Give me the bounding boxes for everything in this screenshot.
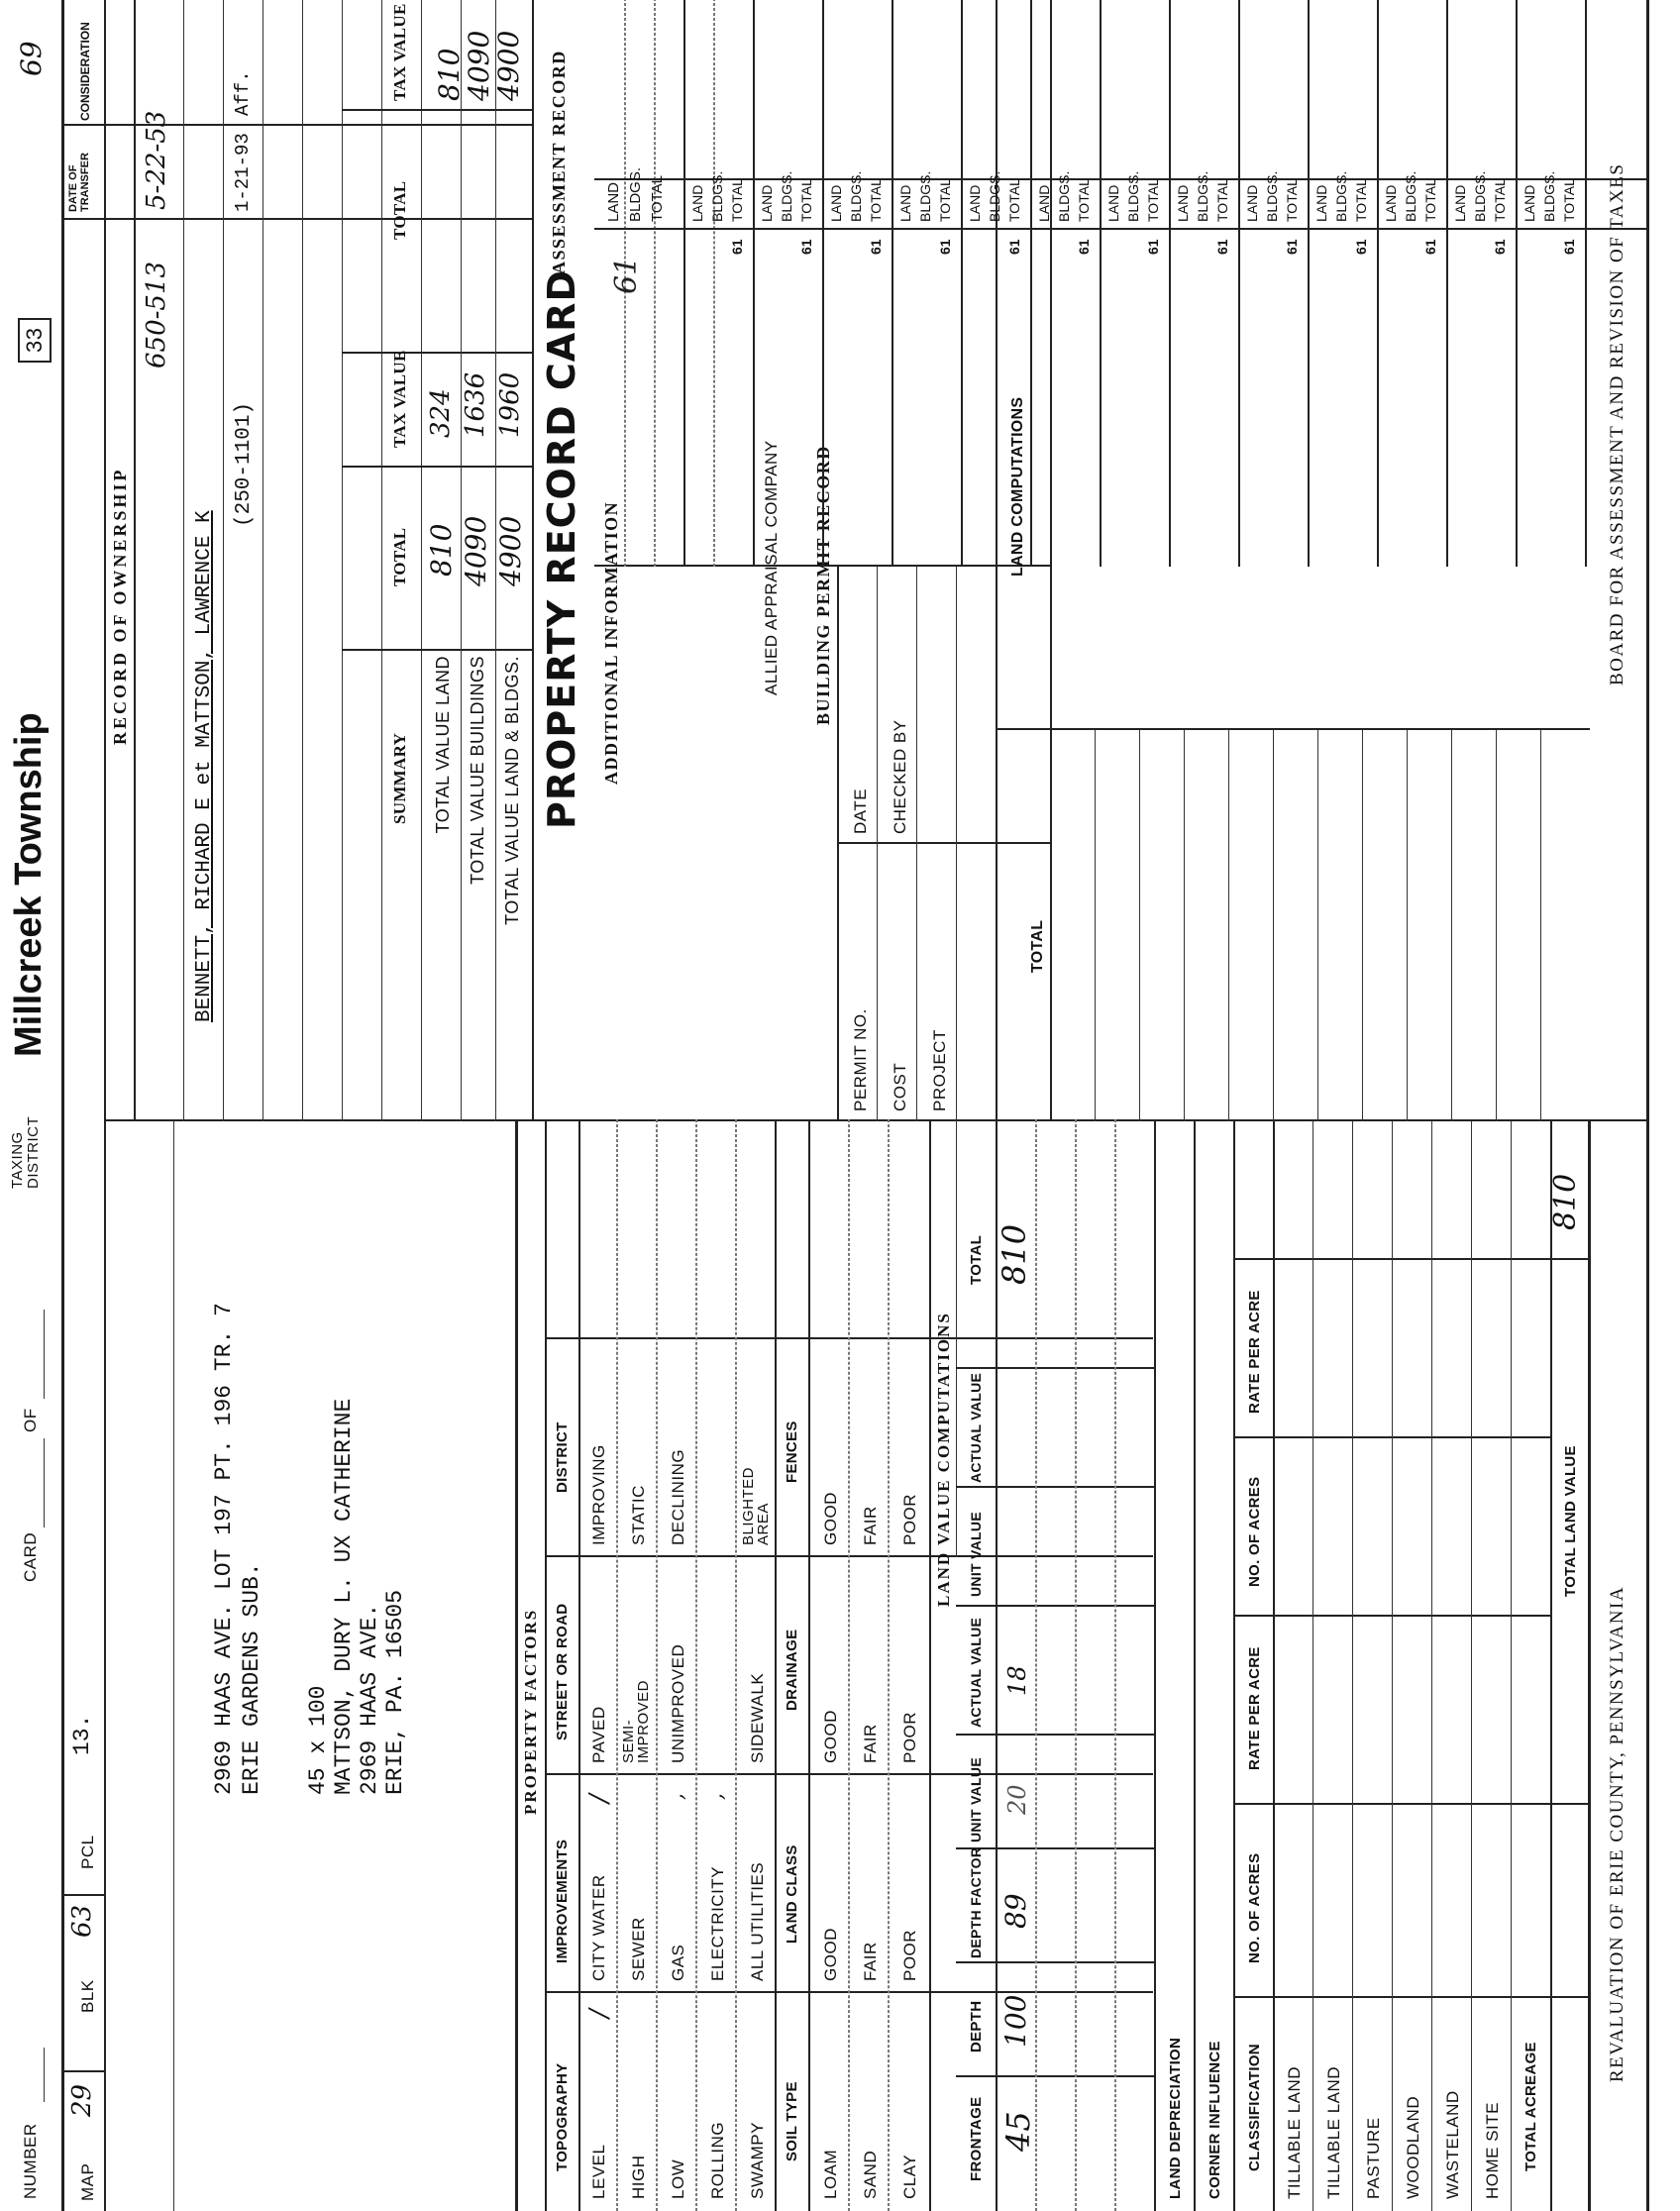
consideration-header: CONSIDERATION: [78, 22, 92, 121]
imp-all-utilities: ALL UTILITIES: [748, 1861, 767, 1981]
assess-block-rule-9: [1238, 0, 1240, 567]
summary-total-header: TOTAL: [390, 527, 409, 586]
lvc-header-depth-factor: DEPTH FACTOR: [968, 1846, 984, 1958]
ownership-entry-3-owner: (250-1101): [233, 401, 256, 527]
computations-row-8: [1407, 730, 1408, 1121]
summary-land-label: TOTAL VALUE LAND: [433, 656, 453, 834]
permit-no-label: PERMIT NO.: [851, 1008, 870, 1111]
of-label: OF: [21, 1408, 40, 1432]
assess-11-bldgs: BLDGS.: [1333, 170, 1349, 222]
ownership-title-rule: [134, 0, 136, 1121]
card-label: CARD: [21, 1531, 40, 1582]
lvc-col-7: [956, 1367, 1154, 1369]
lvc-title-rule: [956, 1121, 957, 1557]
depreciation-rule: [1194, 1121, 1196, 2211]
land-class-header: LAND CLASS: [784, 1844, 800, 1944]
acre-row-6: [1511, 1121, 1512, 2211]
acre-row-1: [1312, 1121, 1313, 2211]
factor-row-6: [808, 1121, 810, 2211]
assess-block-rule-1: [683, 0, 685, 567]
assess-7-year: 61: [1076, 239, 1092, 255]
assessment-total-value: 4900: [492, 30, 525, 101]
summary-title: SUMMARY: [390, 732, 409, 824]
district-blighted-area: BLIGHTED AREA: [740, 1466, 772, 1545]
factor-row-3: [695, 1119, 697, 2211]
ownership-row-3: [262, 0, 263, 1121]
ownership-row-7: [421, 0, 422, 1121]
blk-value: 63: [67, 1904, 97, 1938]
assess-block-rule-13: [1516, 0, 1518, 567]
assess-7-total: TOTAL: [1076, 178, 1092, 222]
additional-information-label: ADDITIONAL INFORMATION: [601, 500, 621, 785]
street-unimproved: UNIMPROVED: [669, 1643, 687, 1763]
soil-type-header: SOIL TYPE: [784, 2081, 800, 2161]
lvc-top-rule: [929, 1121, 931, 2211]
ownership-row-6: [381, 0, 382, 1121]
pcl-value: 13.: [69, 1714, 95, 1755]
map-rule: [173, 1121, 174, 2211]
lvc-col-3: [956, 1847, 1154, 1849]
assess-block-rule-7: [1100, 0, 1102, 567]
assessment-land-value: 810: [433, 48, 466, 101]
assess-block-rule-5: [961, 0, 963, 567]
assess-1-land: LAND: [605, 181, 622, 222]
page-number: 69: [15, 41, 48, 76]
summary-buildings-total: 4090: [460, 515, 492, 586]
ownership-bottom-rule: [532, 0, 534, 1121]
summary-land-tax: 324: [426, 388, 456, 438]
address-line-1: 2969 HAAS AVE. LOT 197 PT. 196 TR. 7: [211, 1303, 237, 1795]
lvc-actual-value: 18: [1003, 1665, 1031, 1696]
district-improving: IMPROVING: [589, 1444, 608, 1545]
check-city-water: /: [584, 1794, 614, 1803]
assess-10-total: TOTAL: [1284, 178, 1300, 222]
lvc-header-actual-value-1: ACTUAL VALUE: [968, 1617, 984, 1728]
lvc-header-unit-value-1: UNIT VALUE: [968, 1757, 984, 1842]
assess-4-land: LAND: [828, 184, 844, 222]
acre-total-rule: [1550, 1121, 1552, 2211]
factors-header-rule-2: [578, 1121, 580, 2211]
assess-4-bldgs: BLDGS.: [848, 170, 864, 222]
acre-col-2: [1233, 1803, 1588, 1805]
assess-13-bldgs: BLDGS.: [1472, 170, 1488, 222]
lvc-total-value: 810: [996, 1223, 1033, 1285]
acre-header-rule: [1273, 1121, 1275, 2211]
assess-6-land: LAND: [967, 184, 983, 222]
assess-6-total: TOTAL: [1006, 178, 1022, 222]
soil-row-2: [888, 1119, 890, 2211]
date-label: DATE: [851, 788, 870, 834]
lvc-depth-value: 100: [999, 1994, 1032, 2048]
soil-loam: LOAM: [821, 2149, 840, 2199]
district-declining: DECLINING: [669, 1448, 687, 1545]
computations-row-2: [1139, 730, 1140, 1121]
lvc-header-rule: [996, 1121, 998, 2211]
factor-row-1: [616, 1119, 618, 2211]
acre-tillable-2: TILLABLE LAND: [1324, 2065, 1343, 2199]
assess-row-b: [654, 0, 656, 567]
assess-3-land: LAND: [759, 184, 775, 222]
property-factors-title: PROPERTY FACTORS: [521, 1608, 540, 1815]
lvc-header-total: TOTAL: [968, 1234, 985, 1285]
cost-label: COST: [891, 1062, 909, 1111]
assess-9-total: TOTAL: [1214, 178, 1230, 222]
assess-block-rule-11: [1377, 0, 1379, 567]
computations-header-rule: [1050, 0, 1052, 1121]
assess-2-land: LAND: [689, 184, 705, 222]
assess-3-year: 61: [798, 239, 814, 255]
drainage-header: DRAINAGE: [784, 1629, 800, 1711]
assess-6-year: 61: [1006, 239, 1022, 255]
summary-buildings-tax: 1636: [461, 371, 490, 438]
lvc-header-depth: DEPTH: [968, 2000, 985, 2053]
ownership-entry-1-owner: 650-513: [142, 261, 171, 368]
land-class-poor: POOR: [900, 1929, 919, 1981]
lvc-row-1: [1035, 1119, 1037, 2211]
fences-header: FENCES: [784, 1421, 800, 1483]
acre-header-no-of-acres-2: NO. OF ACRES: [1246, 1476, 1263, 1587]
street-semi-improved: SEMI- IMPROVED: [620, 1679, 652, 1763]
summary-total-col: [342, 466, 532, 468]
computations-row-3: [1184, 730, 1185, 1121]
permit-row-2: [916, 567, 917, 1121]
soil-sand: SAND: [861, 2150, 880, 2199]
assess-5-land: LAND: [897, 184, 913, 222]
street-paved: PAVED: [589, 1706, 608, 1763]
computations-row-10: [1496, 730, 1497, 1121]
computations-col: [996, 728, 1590, 730]
assess-block-rule-6: [1030, 0, 1032, 567]
center-divider: [104, 1119, 1646, 1121]
topo-swampy: SWAMPY: [748, 2122, 767, 2199]
soil-row-1: [848, 1119, 850, 2211]
acre-row-2: [1352, 1121, 1353, 2211]
computations-row-1: [1095, 730, 1096, 1121]
assess-11-year: 61: [1353, 239, 1369, 255]
acre-row-4: [1431, 1121, 1432, 2211]
acre-header-rate-per-acre-2: RATE PER ACRE: [1246, 1290, 1263, 1414]
assess-2-total: TOTAL: [729, 178, 745, 222]
acre-home-site: HOME SITE: [1483, 2101, 1502, 2199]
fences-good: GOOD: [821, 1492, 840, 1545]
drainage-fair: FAIR: [861, 1724, 880, 1763]
assess-block-rule-12: [1446, 0, 1448, 567]
taxing-district-label: TAXING DISTRICT: [9, 1115, 42, 1189]
computations-row-6: [1317, 730, 1318, 1121]
topo-high: HIGH: [629, 2155, 648, 2199]
lvc-col-6: [956, 1486, 1154, 1488]
fences-fair: FAIR: [861, 1506, 880, 1545]
assess-13-total: TOTAL: [1492, 178, 1508, 222]
summary-land-bldgs-tax: 1960: [495, 371, 525, 438]
assess-11-total: TOTAL: [1353, 178, 1369, 222]
land-depreciation-label: LAND DEPRECIATION: [1167, 2037, 1184, 2199]
assess-block-rule-2: [753, 0, 755, 567]
summary-land-total: 810: [425, 523, 458, 577]
date-of-transfer-header: DATE OF TRANSFER: [67, 153, 92, 212]
ownership-entry-3-consideration: Aff.: [232, 70, 254, 116]
assess-4-year: 61: [868, 239, 884, 255]
factors-top-rule: [515, 1121, 518, 2211]
fences-poor: POOR: [900, 1493, 919, 1545]
factor-row-5: [775, 1121, 777, 2211]
assess-12-total: TOTAL: [1422, 178, 1438, 222]
land-computations-title: LAND COMPUTATIONS: [1009, 396, 1026, 577]
acre-header-no-of-acres-1: NO. OF ACRES: [1246, 1852, 1263, 1963]
number-blank: [44, 2048, 45, 2102]
of-blank: [44, 1310, 45, 1399]
frame-bottom: [1646, 0, 1649, 2211]
assess-3-total: TOTAL: [798, 178, 814, 222]
acre-bottom-rule: [1588, 1121, 1591, 2211]
assessment-record-title: ASSESSMENT RECORD: [549, 50, 569, 274]
summary-land-bldgs-total: 4900: [494, 515, 527, 586]
lot-dimensions: 45 x 100: [305, 1685, 331, 1795]
assess-4-total: TOTAL: [868, 178, 884, 222]
acre-col-5: [1233, 1258, 1588, 1260]
map-value: 29: [67, 2083, 97, 2117]
assessment-tax-value-header: TAX VALUE: [390, 3, 409, 101]
land-class-fair: FAIR: [861, 1942, 880, 1981]
assess-14-land: LAND: [1522, 184, 1537, 222]
assess-8-total: TOTAL: [1145, 178, 1161, 222]
assess-6-bldgs: BLDGS.: [987, 170, 1002, 222]
assess-5-total: TOTAL: [937, 178, 953, 222]
computations-row-4: [1228, 730, 1229, 1121]
assessment-year-handwritten: 61: [609, 256, 644, 294]
ownership-row-2: [223, 0, 224, 1121]
acre-woodland: WOODLAND: [1404, 2095, 1422, 2199]
assess-12-land: LAND: [1383, 184, 1399, 222]
permit-col: [837, 842, 1050, 844]
assess-9-year: 61: [1214, 239, 1230, 255]
header-rule: [104, 0, 106, 2211]
computations-row-7: [1362, 730, 1363, 1121]
checked-by-label: CHECKED BY: [891, 719, 909, 834]
pcl-label: PCL: [78, 1835, 97, 1869]
computations-row-5: [1273, 730, 1274, 1121]
owner-line-3: ERIE, PA. 16505: [382, 1589, 408, 1795]
assess-block-rule-8: [1169, 0, 1171, 567]
factor-row-4: [735, 1119, 737, 2211]
lvc-row-3: [1114, 1119, 1116, 2211]
ownership-entry-1-date: 5-22-53: [142, 110, 171, 210]
lvc-unit-value: 20: [1003, 1784, 1031, 1815]
assess-5-bldgs: BLDGS.: [917, 170, 933, 222]
check-gas: ,: [664, 1793, 688, 1800]
check-level: /: [584, 2009, 614, 2018]
imp-gas: GAS: [669, 1944, 687, 1981]
address-line-2: ERIE GARDENS SUB.: [239, 1562, 264, 1795]
assess-3-bldgs: BLDGS.: [779, 170, 794, 222]
drainage-good: GOOD: [821, 1710, 840, 1763]
acre-col-1: [1233, 1996, 1588, 1998]
lvc-header-frontage: FRONTAGE: [968, 2096, 985, 2181]
ownership-entry-3-date: 1-21-93: [232, 133, 254, 212]
imp-city-water: CITY WATER: [589, 1874, 608, 1981]
assess-block-rule-10: [1308, 0, 1310, 567]
owner-line-2: 2969 HAAS AVE.: [357, 1603, 382, 1795]
corner-rule: [1233, 1121, 1235, 2211]
permit-row-3: [956, 567, 957, 1121]
project-label: PROJECT: [930, 1029, 949, 1111]
total-land-value-label: TOTAL LAND VALUE: [1562, 1445, 1579, 1597]
frame-top: [61, 0, 64, 2211]
footer-right: BOARD FOR ASSESSMENT AND REVISION OF TAXES: [1607, 162, 1628, 685]
assess-14-total: TOTAL: [1561, 178, 1577, 222]
street-sidewalk: SIDEWALK: [748, 1672, 767, 1763]
assess-13-year: 61: [1492, 239, 1508, 255]
map-divider: [61, 2070, 104, 2072]
improvements-header: IMPROVEMENTS: [554, 1839, 571, 1963]
assess-8-bldgs: BLDGS.: [1125, 170, 1141, 222]
card-blank: [44, 1438, 45, 1527]
summary-land-bldgs-label: TOTAL VALUE LAND & BLDGS.: [502, 656, 522, 925]
corner-influence-label: CORNER INFLUENCE: [1207, 2041, 1223, 2199]
assess-block-rule-4: [892, 0, 893, 567]
computations-row-11: [1540, 730, 1541, 1121]
blk-label: BLK: [78, 1979, 97, 2013]
assess-9-land: LAND: [1175, 184, 1191, 222]
district-number-box: 33: [18, 318, 52, 363]
acre-pasture: PASTURE: [1364, 2117, 1383, 2199]
assess-12-year: 61: [1422, 239, 1438, 255]
land-class-good: GOOD: [821, 1928, 840, 1981]
number-label: NUMBER: [21, 2123, 40, 2199]
assess-10-year: 61: [1284, 239, 1300, 255]
check-electricity: ,: [703, 1793, 728, 1800]
map-label: MAP: [78, 2162, 97, 2201]
property-record-card-title: PROPERTY RECORD CARD: [540, 269, 583, 829]
topo-rolling: ROLLING: [708, 2121, 727, 2199]
lvc-col-2: [956, 1961, 1154, 1963]
lvc-col-1: [956, 2075, 1154, 2077]
district-header: DISTRICT: [554, 1421, 571, 1493]
total-land-value-amount: 810: [1548, 1173, 1583, 1230]
imp-sewer: SEWER: [629, 1917, 648, 1981]
street-header: STREET OR ROAD: [554, 1603, 571, 1740]
topo-low: LOW: [669, 2158, 687, 2199]
summary-buildings-label: TOTAL VALUE BUILDINGS: [468, 656, 487, 885]
acre-tillable-1: TILLABLE LAND: [1285, 2065, 1304, 2199]
soil-clay: CLAY: [900, 2154, 919, 2199]
township-name: Millcreek Township: [8, 712, 50, 1057]
assess-5-year: 61: [937, 239, 953, 255]
computations-row-9: [1451, 730, 1452, 1121]
computations-top-rule: [996, 0, 998, 1121]
assess-block-rule-3: [822, 0, 824, 567]
appraisal-company: ALLIED APPRAISAL COMPANY: [762, 440, 781, 695]
building-permit-title: BUILDING PERMIT RECORD: [813, 445, 833, 725]
lvc-header-unit-value-2: UNIT VALUE: [968, 1512, 984, 1597]
acre-header-classification: CLASSIFICATION: [1246, 2044, 1263, 2171]
assess-13-land: LAND: [1452, 184, 1468, 222]
drainage-poor: POOR: [900, 1711, 919, 1763]
lvc-bottom-rule: [1154, 1121, 1156, 2211]
acre-header-rate-per-acre-1: RATE PER ACRE: [1246, 1646, 1263, 1770]
assess-8-year: 61: [1145, 239, 1161, 255]
imp-electricity: ELECTRICITY: [708, 1865, 727, 1981]
lvc-col-5: [956, 1605, 1154, 1607]
permit-rule: [837, 567, 839, 1121]
acre-row-5: [1471, 1121, 1472, 2211]
assess-8-land: LAND: [1105, 184, 1121, 222]
total-acreage-label: TOTAL ACREAGE: [1522, 2042, 1539, 2171]
acre-wasteland: WASTELAND: [1443, 2090, 1462, 2199]
assess-12-bldgs: BLDGS.: [1403, 170, 1418, 222]
assess-2-bldgs: BLDGS.: [709, 170, 725, 222]
district-static: STATIC: [629, 1485, 648, 1545]
acre-row-3: [1392, 1121, 1393, 2211]
assess-7-bldgs: BLDGS.: [1056, 170, 1072, 222]
lvc-frontage-value: 45: [999, 2111, 1037, 2152]
footer-left: REVALUATION OF ERIE COUNTY, PENNSYLVANIA: [1607, 1585, 1628, 2082]
owner-line-1: MATTSON, DURY L. UX CATHERINE: [331, 1398, 357, 1795]
permit-row-1: [877, 567, 878, 1121]
assess-2-year: 61: [729, 239, 745, 255]
assess-1-bldgs: BLDGS.: [627, 166, 644, 222]
blk-divider: [61, 1894, 104, 1896]
assessment-total-header: TOTAL: [390, 180, 409, 240]
assess-9-bldgs: BLDGS.: [1195, 170, 1210, 222]
lvc-col-4: [956, 1734, 1154, 1736]
lvc-row-2: [1075, 1119, 1077, 2211]
assess-row-d: [713, 0, 715, 567]
ownership-row-1: [183, 0, 184, 1121]
ownership-entry-2-owner: BENNETT, RICHARD E et MATTSON, LAWRENCE K: [193, 510, 216, 1022]
assess-14-bldgs: BLDGS.: [1541, 170, 1557, 222]
topography-header: TOPOGRAPHY: [554, 2062, 571, 2171]
assess-block-rule-14: [1585, 0, 1587, 567]
land-computations-total-header: TOTAL: [1029, 919, 1046, 973]
assess-14-year: 61: [1561, 239, 1577, 255]
lvc-header-actual-value-2: ACTUAL VALUE: [968, 1372, 984, 1483]
topo-level: LEVEL: [589, 2144, 608, 2199]
ownership-row-4: [302, 0, 303, 1121]
summary-tax-value-header: TAX VALUE: [390, 350, 409, 448]
assess-10-bldgs: BLDGS.: [1264, 170, 1280, 222]
summary-left-col: [342, 649, 532, 651]
ownership-title: RECORD OF OWNERSHIP: [110, 467, 130, 745]
summary-tax-col: [342, 352, 532, 354]
factor-row-2: [656, 1119, 658, 2211]
ownership-row-5: [342, 0, 343, 1121]
assess-tax-col: [342, 109, 532, 111]
assessment-bldgs-value: 4090: [463, 30, 495, 101]
assess-7-land: LAND: [1036, 184, 1052, 222]
assess-11-land: LAND: [1313, 184, 1329, 222]
assess-10-land: LAND: [1244, 184, 1260, 222]
lvc-title: LAND VALUE COMPUTATIONS: [934, 1312, 953, 1607]
factors-header-rule-1: [545, 1121, 547, 2211]
assess-1-total: TOTAL: [649, 175, 666, 222]
lvc-depth-factor-value: 89: [999, 1893, 1032, 1929]
